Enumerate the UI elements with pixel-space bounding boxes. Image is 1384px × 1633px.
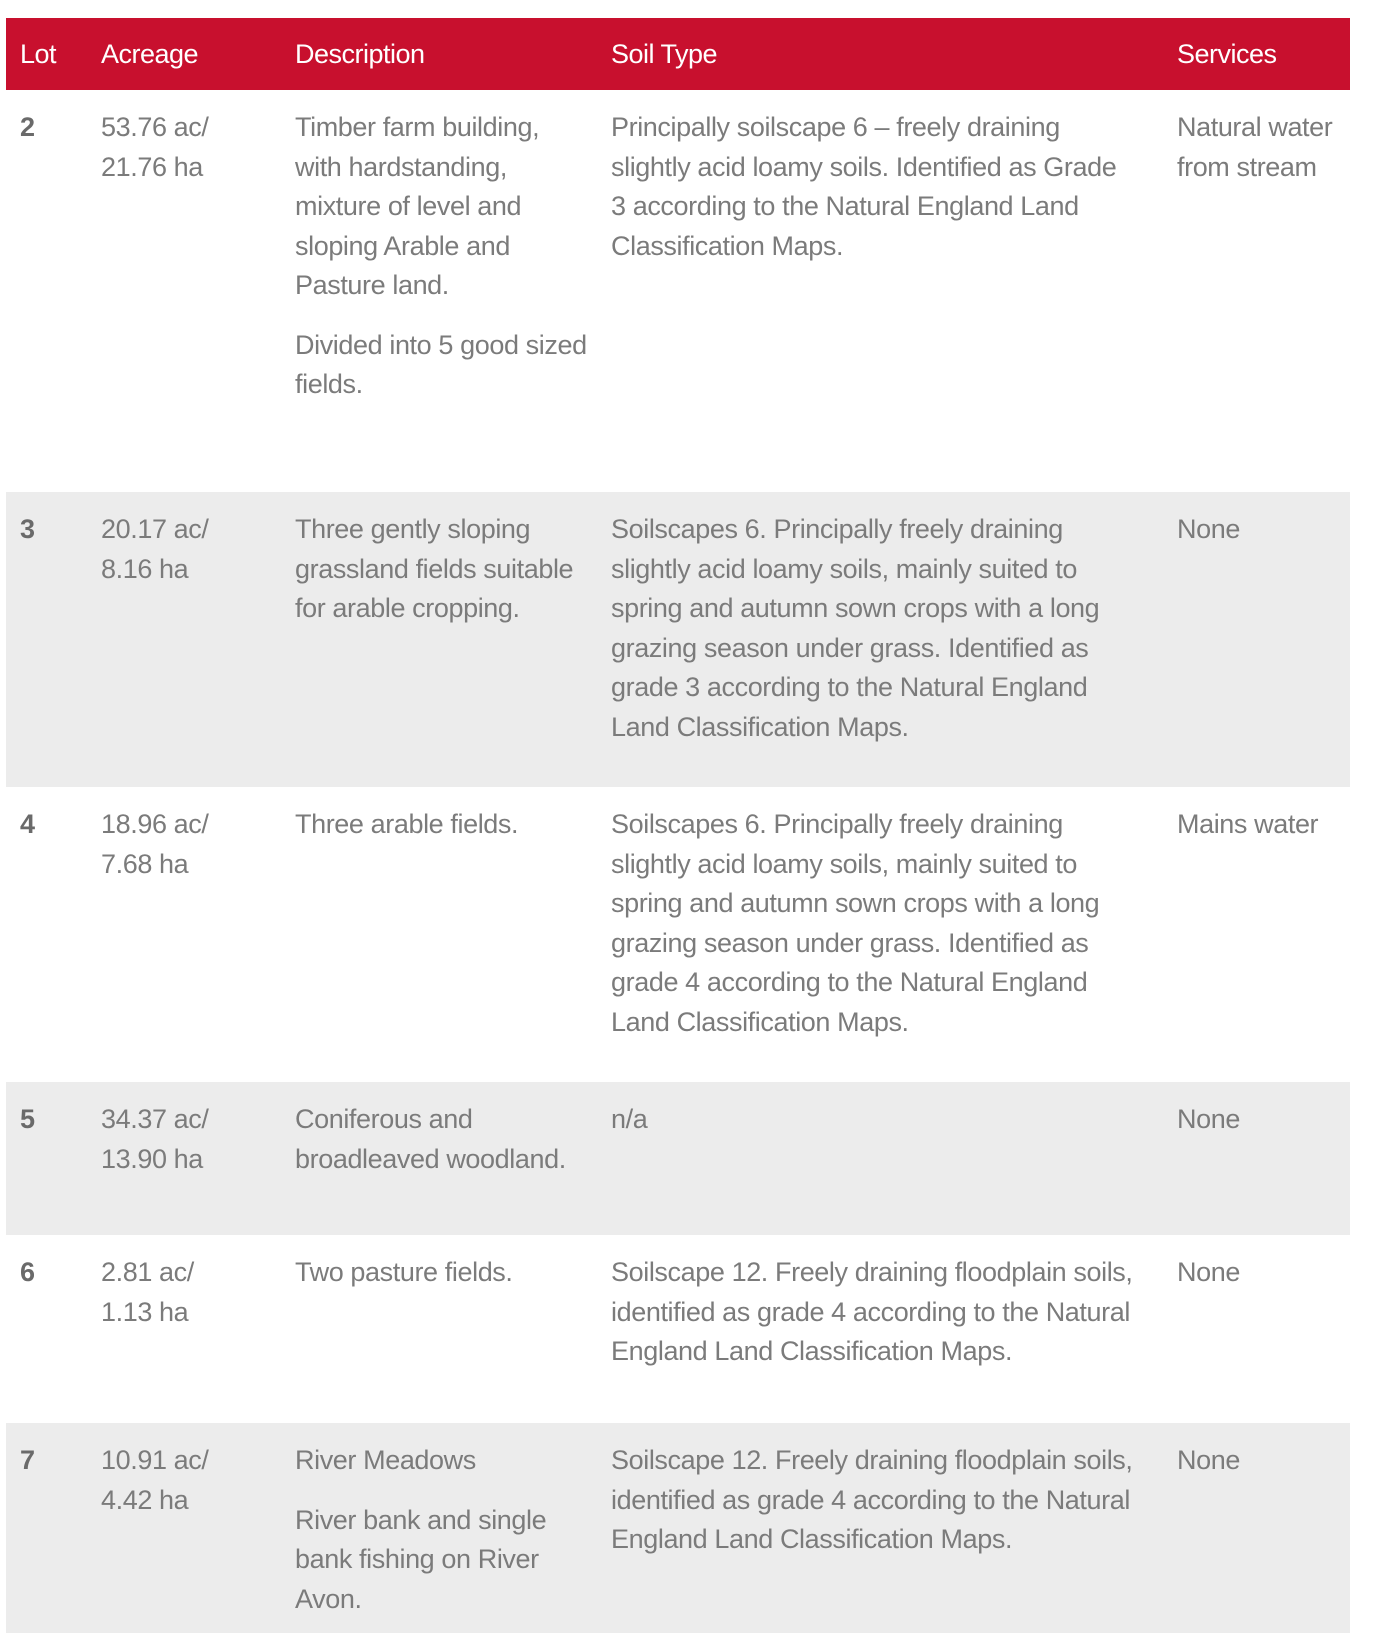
table-row-lot-4 <box>6 787 1350 1082</box>
acreage-cell <box>101 1423 295 1633</box>
acreage-cell <box>101 787 295 1082</box>
table-row-lot-6 <box>6 1235 1350 1423</box>
header-services: Services <box>1177 38 1277 69</box>
lots-table <box>6 18 1350 1633</box>
acreage-hectares: 7.68 ha <box>101 848 189 879</box>
description-cell <box>295 90 611 492</box>
soil-type-cell: Soilscape 12. Freely draining floodplain soils, identified as grade 4 according to the Natural England Land Classification Maps. <box>611 1257 1133 1366</box>
table-body <box>6 90 1350 1633</box>
soil-type-cell: Soilscapes 6. Principally freely draining slightly acid loamy soils, mainly suited to spring and autumn sown crops with a long grazing season under grass. Identified as grade 3 according to the Natural England Land Classification Maps. <box>611 514 1100 742</box>
description-paragraph: Three gently sloping grassland fields suitable for arable cropping. <box>295 514 574 623</box>
acreage-cell <box>101 90 295 492</box>
description-paragraph: River bank and single bank fishing on River Avon. <box>295 1504 547 1614</box>
acreage-cell <box>101 1235 295 1423</box>
acreage-hectares: 4.42 ha <box>101 1484 189 1515</box>
soil-type-cell: Principally soilscape 6 – freely draining slightly acid loamy soils. Identified as Grade 3 according to the Natural England Land Classification Maps. <box>611 112 1117 261</box>
description-paragraph: Timber farm building, with hardstanding, mixture of level and sloping Arable and Pasture land. <box>295 112 540 300</box>
description-cell <box>295 492 611 787</box>
header-description: Description <box>295 38 425 69</box>
acreage-hectares: 8.16 ha <box>101 553 189 584</box>
acreage-acres: 53.76 ac/ <box>101 112 209 142</box>
description-cell <box>295 1082 611 1235</box>
lot-number: 4 <box>20 809 35 839</box>
description-paragraph: Coniferous and broadleaved woodland. <box>295 1104 566 1174</box>
acreage-hectares: 1.13 ha <box>101 1296 189 1327</box>
acreage-cell <box>101 1082 295 1235</box>
acreage-acres: 34.37 ac/ <box>101 1104 209 1134</box>
lot-number: 6 <box>20 1257 35 1287</box>
services-cell: None <box>1177 1104 1240 1134</box>
services-cell: None <box>1177 514 1240 544</box>
acreage-acres: 18.96 ac/ <box>101 809 209 839</box>
table-row-lot-5 <box>6 1082 1350 1235</box>
lot-number: 2 <box>20 112 35 142</box>
lots-table-container <box>6 18 1350 1633</box>
acreage-cell <box>101 492 295 787</box>
acreage-acres: 20.17 ac/ <box>101 514 209 544</box>
acreage-hectares: 21.76 ha <box>101 151 203 182</box>
description-paragraph: Three arable fields. <box>295 809 519 839</box>
header-lot: Lot <box>20 38 57 69</box>
description-cell <box>295 787 611 1082</box>
services-cell: Natural water from stream <box>1177 112 1333 182</box>
header-acreage: Acreage <box>101 38 199 69</box>
table-row-lot-2 <box>6 90 1350 492</box>
description-paragraph: Divided into 5 good sized fields. <box>295 329 587 399</box>
header-row <box>6 18 1350 90</box>
description-paragraph: Two pasture fields. <box>295 1257 513 1287</box>
services-cell: None <box>1177 1257 1240 1287</box>
soil-type-cell: n/a <box>611 1104 648 1134</box>
table-row-lot-7 <box>6 1423 1350 1633</box>
header-soil-type: Soil Type <box>611 38 718 69</box>
services-cell: Mains water <box>1177 809 1319 839</box>
description-cell <box>295 1235 611 1423</box>
lot-number: 5 <box>20 1104 35 1134</box>
soil-type-cell: Soilscape 12. Freely draining floodplain soils, identified as grade 4 according to the Natural England Land Classification Maps. <box>611 1445 1133 1554</box>
soil-type-cell: Soilscapes 6. Principally freely draining slightly acid loamy soils, mainly suited to spring and autumn sown crops with a long grazing season under grass. Identified as grade 4 according to the Natural England Land Classification Maps. <box>611 809 1100 1037</box>
lot-number: 3 <box>20 514 35 544</box>
acreage-hectares: 13.90 ha <box>101 1143 203 1174</box>
description-paragraph: River Meadows <box>295 1445 476 1475</box>
table-row-lot-3 <box>6 492 1350 787</box>
lot-number: 7 <box>20 1445 35 1475</box>
acreage-acres: 2.81 ac/ <box>101 1257 194 1287</box>
acreage-acres: 10.91 ac/ <box>101 1445 209 1475</box>
table-header <box>6 18 1350 90</box>
description-cell <box>295 1423 611 1633</box>
services-cell: None <box>1177 1445 1240 1475</box>
